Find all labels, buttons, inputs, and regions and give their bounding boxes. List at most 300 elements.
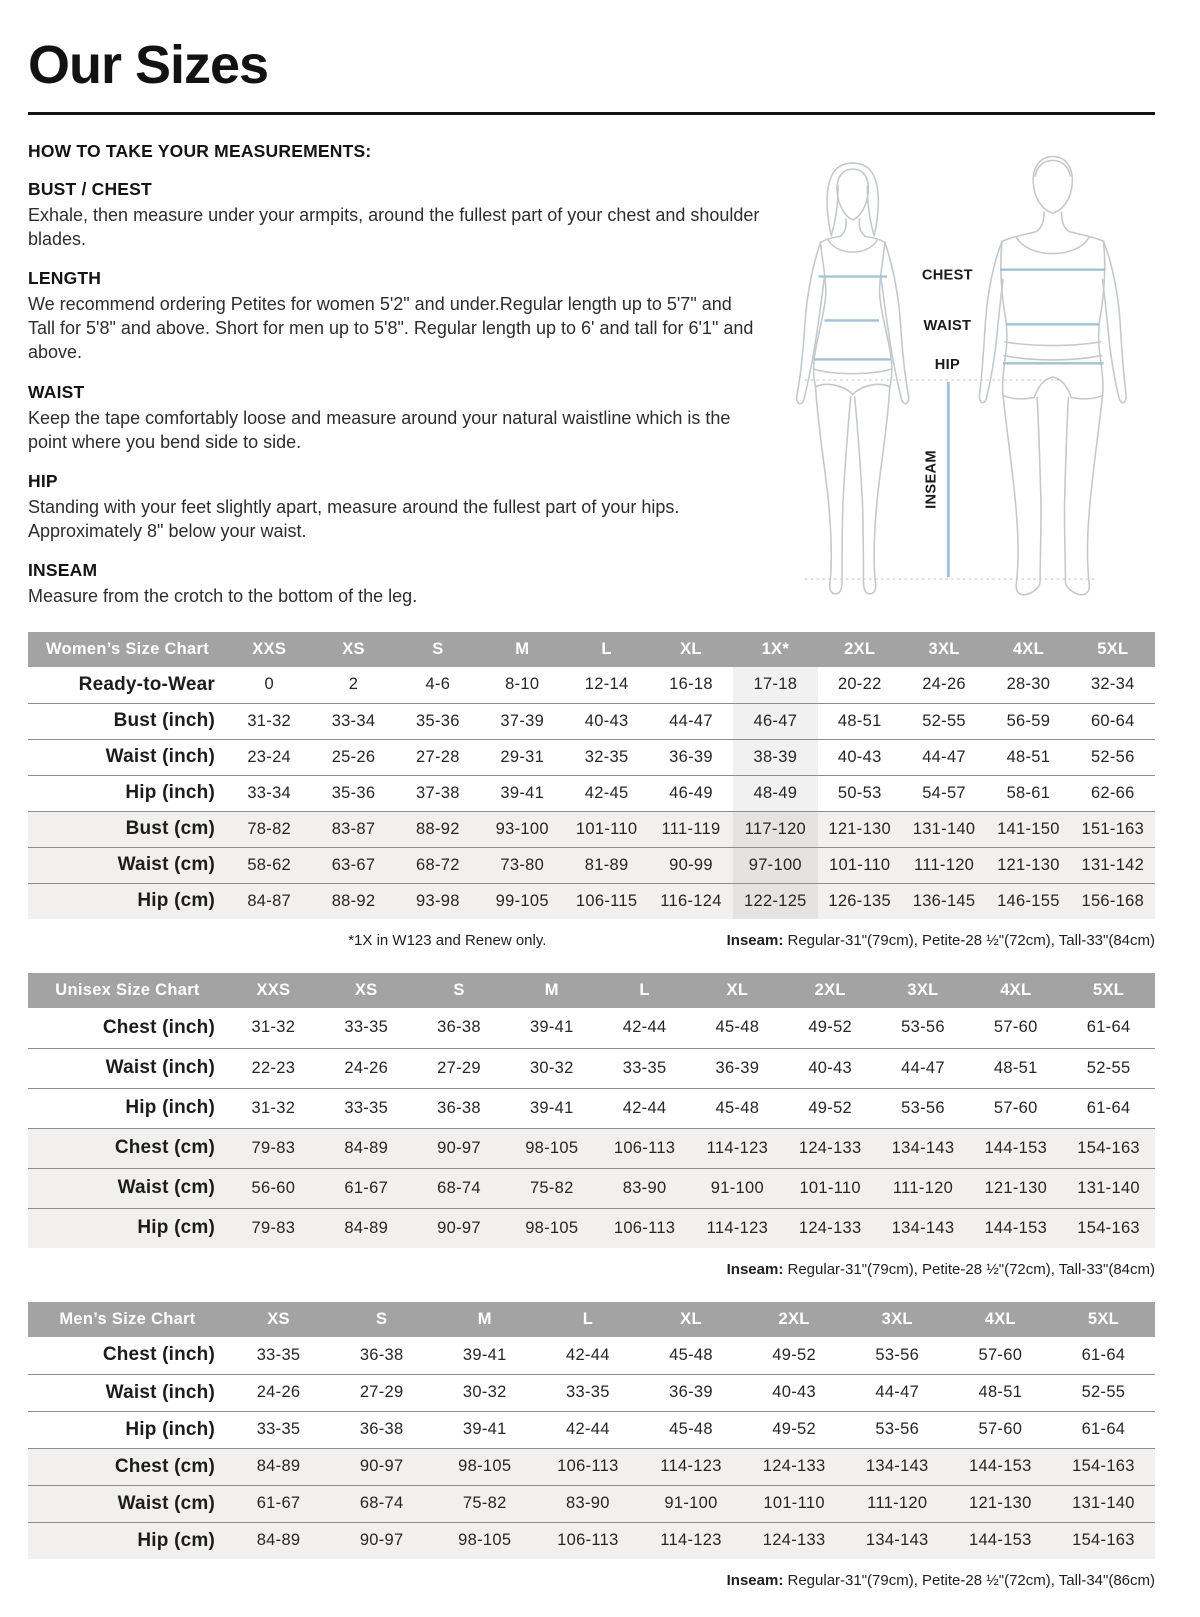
size-cell: 111-120 (892, 1178, 954, 1197)
unisex-table-notes (28, 1261, 1155, 1278)
size-cell: 98-105 (525, 1218, 579, 1237)
size-cell: 36-38 (359, 1420, 404, 1439)
size-cell: 44-47 (669, 711, 713, 730)
size-cell: 22-23 (251, 1058, 296, 1077)
size-cell: 79-83 (251, 1218, 296, 1237)
size-cell: 39-41 (529, 1018, 574, 1037)
table-row (28, 703, 1155, 739)
size-cell: 83-90 (566, 1494, 610, 1513)
mens-table-notes (28, 1572, 1155, 1589)
size-cell: 101-110 (763, 1494, 825, 1513)
body-figures-illustration (760, 135, 1155, 603)
column-header-5xl: 5XL (1052, 1302, 1155, 1337)
size-cell: 24-26 (922, 675, 966, 694)
row-label: Bust (inch) (113, 710, 215, 732)
size-cell: 33-35 (566, 1383, 610, 1402)
womens-size-chart (28, 632, 1155, 919)
size-cell: 27-28 (416, 747, 460, 766)
measurement-diagram (760, 135, 1155, 608)
inseam-note-label: Inseam: (726, 1261, 784, 1279)
size-cell: 121-130 (997, 855, 1060, 874)
column-header-5xl: 5XL (1062, 973, 1155, 1008)
size-cell: 57-60 (993, 1098, 1038, 1117)
size-cell: 84-89 (344, 1138, 389, 1157)
column-header-l: L (598, 973, 691, 1008)
inseam-note-label: Inseam: (726, 1572, 784, 1590)
table-row (28, 811, 1155, 847)
unisex-inseam-note (727, 1261, 1155, 1278)
size-cell: 68-74 (437, 1178, 481, 1197)
size-cell: 106-113 (557, 1457, 619, 1476)
size-cell: 42-44 (566, 1345, 610, 1364)
size-cell: 44-47 (922, 747, 966, 766)
size-cell: 75-82 (529, 1178, 574, 1197)
size-cell: 30-32 (529, 1058, 574, 1077)
column-header-xs: XS (311, 632, 395, 667)
column-header-3xl: 3XL (846, 1302, 949, 1337)
row-label: Waist (cm) (117, 854, 215, 876)
size-cell: 31-32 (247, 711, 292, 730)
size-cell: 40-43 (837, 747, 882, 766)
chest-label: CHEST (921, 267, 973, 284)
size-cell: 134-143 (891, 1138, 955, 1157)
row-label: Hip (cm) (137, 1217, 215, 1239)
size-cell: 42-44 (566, 1420, 610, 1439)
column-header-4xl: 4XL (949, 1302, 1052, 1337)
mens-size-chart (28, 1302, 1155, 1559)
size-cell: 36-38 (437, 1018, 481, 1037)
size-cell: 36-38 (437, 1098, 481, 1117)
size-cell: 39-41 (462, 1345, 507, 1364)
column-header-3xl: 3XL (902, 632, 986, 667)
unisex-size-chart (28, 973, 1155, 1248)
size-cell: 154-163 (1072, 1531, 1135, 1550)
size-cell: 33-35 (344, 1018, 389, 1037)
size-cell: 36-39 (715, 1058, 760, 1077)
size-cell: 2 (348, 675, 359, 694)
section-body-bust-chest: Exhale, then measure under your armpits, around the fullest part of your chest and shoulder blades. (28, 205, 760, 250)
column-header-m: M (480, 632, 564, 667)
size-cell: 45-48 (669, 1420, 713, 1439)
size-cell: 49-52 (772, 1345, 816, 1364)
section-heading-inseam: INSEAM (28, 559, 98, 580)
size-cell: 33-35 (622, 1058, 667, 1077)
size-cell: 83-90 (622, 1178, 667, 1197)
size-cell: 101-110 (575, 819, 638, 838)
column-header-1x: 1X* (733, 632, 817, 667)
size-cell: 141-150 (997, 819, 1060, 838)
womens-inseam-note (727, 932, 1155, 949)
size-cell: 24-26 (256, 1383, 301, 1402)
size-cell: 144-153 (968, 1457, 1032, 1476)
size-cell: 84-89 (344, 1218, 389, 1237)
size-cell: 146-155 (997, 891, 1060, 910)
size-cell: 39-41 (529, 1098, 574, 1117)
column-header-4xl: 4XL (986, 632, 1070, 667)
size-cell: 44-47 (901, 1058, 945, 1077)
size-cell: 42-44 (622, 1098, 667, 1117)
size-cell: 134-143 (891, 1218, 955, 1237)
measurement-instructions (28, 141, 760, 608)
size-cell: 36-39 (669, 747, 713, 766)
row-label: Chest (cm) (114, 1137, 215, 1159)
table-row (28, 1485, 1155, 1522)
size-cell: 122-125 (733, 883, 817, 919)
size-cell: 90-97 (437, 1138, 481, 1157)
size-cell: 49-52 (808, 1098, 853, 1117)
size-cell: 131-142 (1081, 855, 1145, 874)
size-cell: 40-43 (772, 1383, 816, 1402)
table-row (28, 775, 1155, 811)
row-label: Hip (cm) (137, 890, 215, 912)
size-cell: 93-100 (495, 819, 549, 838)
size-cell: 17-18 (733, 667, 817, 703)
size-cell: 61-67 (256, 1494, 301, 1513)
howto-heading: HOW TO TAKE YOUR MEASUREMENTS: (28, 141, 372, 161)
size-cell: 91-100 (664, 1494, 718, 1513)
size-cell: 31-32 (251, 1098, 296, 1117)
size-cell: 4-6 (425, 675, 451, 694)
section-heading-hip: HIP (28, 470, 58, 491)
size-cell: 88-92 (331, 891, 376, 910)
page-title: Our Sizes (28, 35, 269, 95)
table-row (28, 883, 1155, 919)
size-cell: 144-153 (968, 1531, 1032, 1550)
size-cell: 38-39 (733, 739, 817, 775)
size-cell: 117-120 (733, 811, 817, 847)
size-cell: 114-123 (706, 1218, 769, 1237)
row-label: Hip (cm) (137, 1529, 215, 1551)
size-cell: 57-60 (978, 1345, 1023, 1364)
size-cell: 37-38 (416, 783, 460, 802)
inseam-note-label: Inseam: (726, 932, 784, 950)
table-row (28, 1522, 1155, 1559)
size-cell: 121-130 (968, 1494, 1032, 1513)
size-cell: 33-35 (256, 1420, 301, 1439)
row-label: Waist (cm) (117, 1177, 215, 1199)
size-cell: 48-51 (837, 711, 882, 730)
size-cell: 84-89 (256, 1457, 301, 1476)
size-cell: 16-18 (669, 675, 713, 694)
size-cell: 121-130 (984, 1178, 1048, 1197)
size-cell: 136-145 (912, 891, 976, 910)
table-row (28, 1448, 1155, 1485)
table-row (28, 1168, 1155, 1208)
row-label: Chest (inch) (102, 1016, 215, 1038)
unisex-size-chart-section (28, 973, 1155, 1278)
size-cell: 154-163 (1072, 1457, 1135, 1476)
size-cell: 90-97 (359, 1531, 404, 1550)
size-cell: 62-66 (1090, 783, 1135, 802)
size-cell: 78-82 (247, 819, 292, 838)
unisex-table-title: Unisex Size Chart (28, 973, 227, 1008)
size-cell: 33-35 (344, 1098, 389, 1117)
size-cell: 58-61 (1006, 783, 1051, 802)
size-cell: 53-56 (875, 1420, 920, 1439)
size-cell: 36-38 (359, 1345, 404, 1364)
size-cell: 60-64 (1090, 711, 1135, 730)
size-cell: 45-48 (669, 1345, 713, 1364)
size-cell: 68-72 (416, 855, 460, 874)
size-cell: 84-87 (247, 891, 292, 910)
size-cell: 106-113 (613, 1218, 676, 1237)
mens-size-table (28, 1302, 1155, 1559)
table-row (28, 667, 1155, 703)
womens-size-table (28, 632, 1155, 919)
size-cell: 29-31 (500, 747, 545, 766)
size-cell: 25-26 (331, 747, 376, 766)
size-cell: 154-163 (1077, 1218, 1140, 1237)
size-cell: 106-113 (613, 1138, 676, 1157)
section-heading-bust-chest: BUST / CHEST (28, 179, 152, 199)
column-header-2xl: 2XL (743, 1302, 846, 1337)
table-row (28, 1208, 1155, 1248)
size-cell: 134-143 (865, 1531, 929, 1550)
row-label: Hip (inch) (125, 1418, 215, 1440)
column-header-xl: XL (691, 973, 784, 1008)
size-cell: 27-29 (437, 1058, 481, 1077)
table-row (28, 847, 1155, 883)
column-header-xs: XS (320, 973, 413, 1008)
size-cell: 39-41 (462, 1420, 507, 1439)
size-cell: 83-87 (331, 819, 376, 838)
size-cell: 49-52 (772, 1420, 816, 1439)
table-row (28, 1048, 1155, 1088)
size-cell: 49-52 (808, 1018, 853, 1037)
size-cell: 20-22 (837, 675, 882, 694)
size-cell: 42-45 (584, 783, 629, 802)
column-header-2xl: 2XL (784, 973, 877, 1008)
size-cell: 124-133 (798, 1138, 862, 1157)
size-cell: 93-98 (416, 891, 460, 910)
size-cell: 151-163 (1081, 819, 1145, 838)
size-cell: 61-64 (1086, 1098, 1131, 1117)
size-cell: 61-64 (1081, 1345, 1126, 1364)
size-cell: 114-123 (660, 1531, 722, 1550)
hip-label: HIP (934, 357, 960, 374)
size-cell: 57-60 (993, 1018, 1038, 1037)
size-cell: 114-123 (706, 1138, 769, 1157)
size-cell: 84-89 (256, 1531, 301, 1550)
womens-footnote: *1X in W123 and Renew only. (348, 932, 547, 950)
table-row (28, 1128, 1155, 1168)
size-cell: 121-130 (828, 819, 892, 838)
size-cell: 24-26 (344, 1058, 389, 1077)
size-cell: 75-82 (462, 1494, 507, 1513)
size-cell: 52-55 (1086, 1058, 1131, 1077)
size-cell: 31-32 (251, 1018, 296, 1037)
size-cell: 63-67 (331, 855, 376, 874)
size-cell: 53-56 (901, 1018, 945, 1037)
size-cell: 56-60 (251, 1178, 296, 1197)
size-cell: 40-43 (808, 1058, 853, 1077)
column-header-4xl: 4XL (969, 973, 1062, 1008)
size-cell: 88-92 (416, 819, 460, 838)
column-header-s: S (330, 1302, 433, 1337)
column-header-m: M (433, 1302, 536, 1337)
size-cell: 52-56 (1090, 747, 1135, 766)
size-cell: 106-113 (557, 1531, 619, 1550)
inseam-note-text: Regular-31"(79cm), Petite-28 ½"(72cm), Tall-34"(86cm) (787, 1572, 1155, 1590)
size-cell: 42-44 (622, 1018, 667, 1037)
size-cell: 48-51 (978, 1383, 1023, 1402)
man-figure (979, 156, 1126, 594)
section-body-hip: Standing with your feet slightly apart, measure around the fullest part of your hips. Approximately 8" below your waist. (28, 496, 680, 541)
size-cell: 23-24 (247, 747, 292, 766)
column-header-3xl: 3XL (877, 973, 970, 1008)
size-cell: 97-100 (733, 847, 817, 883)
size-cell: 111-119 (661, 819, 721, 838)
section-body-inseam: Measure from the crotch to the bottom of the leg. (28, 585, 418, 606)
table-row (28, 739, 1155, 775)
size-cell: 53-56 (875, 1345, 920, 1364)
size-cell: 124-133 (798, 1218, 862, 1237)
column-header-m: M (505, 973, 598, 1008)
size-cell: 126-135 (828, 891, 892, 910)
size-cell: 144-153 (984, 1218, 1048, 1237)
inseam-note-text: Regular-31"(79cm), Petite-28 ½"(72cm), Tall-33"(84cm) (787, 1261, 1155, 1279)
size-cell: 33-34 (247, 783, 292, 802)
size-cell: 73-80 (500, 855, 545, 874)
size-cell: 116-124 (660, 891, 722, 910)
size-cell: 156-168 (1081, 891, 1145, 910)
woman-figure (796, 163, 908, 594)
size-cell: 131-140 (1077, 1178, 1140, 1197)
top-section (28, 141, 1155, 608)
size-cell: 32-34 (1090, 675, 1135, 694)
size-cell: 134-143 (865, 1457, 929, 1476)
size-cell: 154-163 (1077, 1138, 1140, 1157)
size-cell: 98-105 (458, 1531, 512, 1550)
size-cell: 124-133 (762, 1457, 826, 1476)
column-header-5xl: 5XL (1071, 632, 1155, 667)
size-cell: 98-105 (458, 1457, 512, 1476)
size-cell: 45-48 (715, 1098, 760, 1117)
size-cell: 48-49 (733, 775, 817, 811)
size-cell: 124-133 (762, 1531, 826, 1550)
row-label: Bust (cm) (125, 818, 215, 840)
column-header-l: L (536, 1302, 639, 1337)
row-label: Chest (inch) (102, 1344, 215, 1366)
size-cell: 32-35 (584, 747, 629, 766)
column-header-xxs: XXS (227, 632, 311, 667)
waist-label: WAIST (923, 318, 972, 335)
size-cell: 61-67 (344, 1178, 389, 1197)
size-cell: 12-14 (584, 675, 629, 694)
column-header-xl: XL (649, 632, 733, 667)
inseam-note-text: Regular-31"(79cm), Petite-28 ½"(72cm), Tall-33"(84cm) (787, 932, 1155, 950)
column-header-xl: XL (639, 1302, 742, 1337)
mens-table-title: Men’s Size Chart (28, 1302, 227, 1337)
size-cell: 131-140 (1072, 1494, 1135, 1513)
size-cell: 131-140 (912, 819, 976, 838)
row-label: Ready-to-Wear (78, 673, 215, 695)
column-header-s: S (413, 973, 506, 1008)
size-cell: 57-60 (978, 1420, 1023, 1439)
womens-size-chart-section (28, 632, 1155, 949)
size-cell: 98-105 (525, 1138, 579, 1157)
unisex-size-table (28, 973, 1155, 1248)
size-cell: 81-89 (584, 855, 629, 874)
size-cell: 101-110 (828, 855, 891, 874)
column-header-xs: XS (227, 1302, 330, 1337)
table-row (28, 1337, 1155, 1374)
section-heading-waist: WAIST (28, 381, 85, 402)
row-label: Chest (cm) (114, 1455, 215, 1477)
row-label: Waist (inch) (105, 746, 215, 768)
mens-inseam-note (727, 1572, 1155, 1589)
size-cell: 61-64 (1086, 1018, 1131, 1037)
size-cell: 37-39 (500, 711, 545, 730)
row-label: Hip (inch) (125, 782, 215, 804)
size-cell: 52-55 (922, 711, 966, 730)
size-cell: 58-62 (247, 855, 292, 874)
size-cell: 90-97 (437, 1218, 481, 1237)
size-cell: 30-32 (462, 1383, 507, 1402)
size-cell: 111-120 (913, 855, 975, 874)
row-label: Waist (inch) (105, 1057, 215, 1079)
section-body-length: We recommend ordering Petites for women 5'2" and under.Regular length up to 5'7" and Tall for 5'8" and above. Short for men up to 5'8". Regular length up to 6' and tall for 6'1" and above. (28, 294, 754, 363)
size-cell: 52-55 (1081, 1383, 1126, 1402)
size-cell: 36-39 (669, 1383, 713, 1402)
size-cell: 54-57 (922, 783, 966, 802)
size-cell: 106-115 (575, 891, 638, 910)
size-cell: 56-59 (1006, 711, 1051, 730)
size-cell: 33-35 (256, 1345, 301, 1364)
column-header-s: S (396, 632, 480, 667)
size-cell: 33-34 (331, 711, 376, 730)
size-cell: 40-43 (584, 711, 629, 730)
size-cell: 101-110 (799, 1178, 861, 1197)
mens-size-chart-section (28, 1302, 1155, 1589)
section-body-waist: Keep the tape comfortably loose and measure around your natural waistline which is the point where you bend side to side. (28, 407, 731, 452)
size-cell: 79-83 (251, 1138, 296, 1157)
column-header-xxs: XXS (227, 973, 320, 1008)
size-cell: 90-97 (359, 1457, 404, 1476)
size-cell: 44-47 (875, 1383, 920, 1402)
column-header-l: L (564, 632, 648, 667)
size-cell: 27-29 (359, 1383, 404, 1402)
womens-table-title: Women’s Size Chart (28, 632, 227, 667)
table-row (28, 1411, 1155, 1448)
size-cell: 50-53 (837, 783, 882, 802)
column-header-2xl: 2XL (818, 632, 902, 667)
size-cell: 48-51 (993, 1058, 1038, 1077)
size-cell: 91-100 (710, 1178, 764, 1197)
size-cell: 114-123 (660, 1457, 722, 1476)
size-cell: 39-41 (500, 783, 545, 802)
size-cell: 99-105 (495, 891, 549, 910)
size-cell: 0 (264, 675, 274, 694)
size-cell: 111-120 (867, 1494, 928, 1513)
table-row (28, 1088, 1155, 1128)
size-cell: 144-153 (984, 1138, 1048, 1157)
size-cell: 46-49 (669, 783, 713, 802)
womens-table-notes (28, 932, 1155, 949)
size-cell: 28-30 (1006, 675, 1051, 694)
row-label: Waist (inch) (105, 1381, 215, 1403)
size-cell: 90-99 (669, 855, 713, 874)
title-divider (28, 112, 1155, 115)
size-cell: 61-64 (1081, 1420, 1126, 1439)
table-row (28, 1008, 1155, 1048)
size-cell: 8-10 (505, 675, 540, 694)
size-cell: 48-51 (1006, 747, 1051, 766)
size-cell: 35-36 (416, 711, 460, 730)
row-label: Hip (inch) (125, 1097, 215, 1119)
size-cell: 46-47 (733, 703, 817, 739)
table-row (28, 1374, 1155, 1411)
